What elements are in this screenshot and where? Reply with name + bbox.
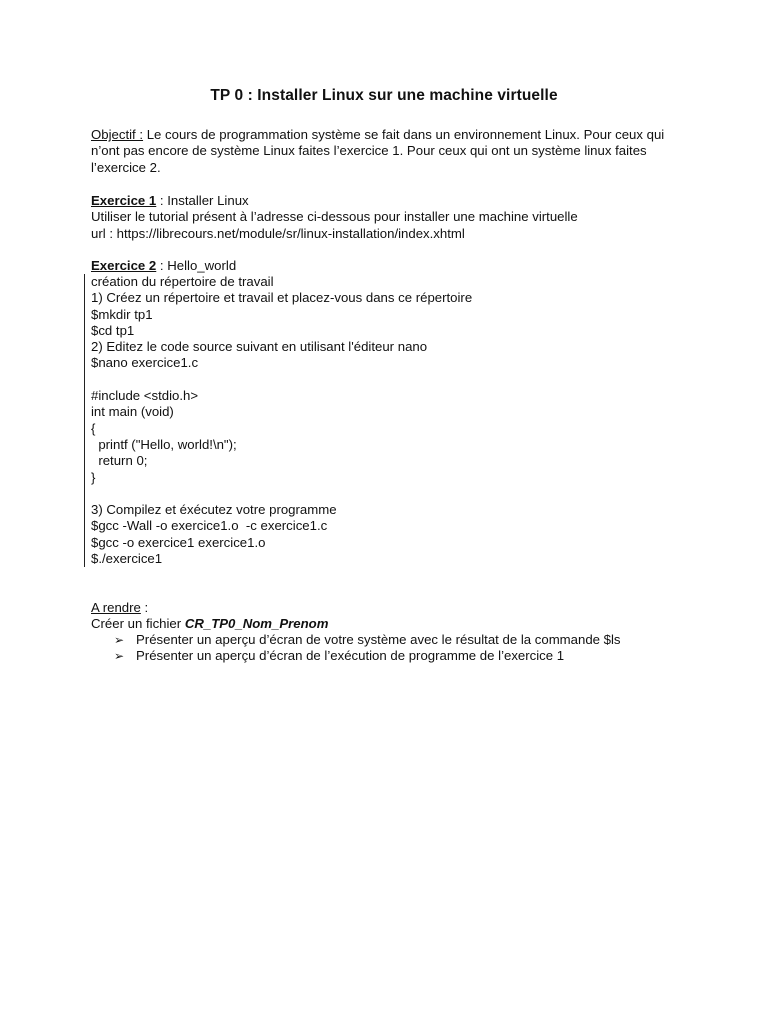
code-line: $gcc -o exercice1 exercice1.o — [91, 534, 266, 550]
file-prefix: Créer un fichier — [91, 616, 185, 632]
exercice1-label: Exercice 1 — [91, 193, 157, 208]
list-item — [114, 632, 621, 648]
exercice2-line: 3) Compilez et éxécutez votre programme — [91, 502, 337, 518]
exercice2-line: 1) Créez un répertoire et travail et placez-vous dans ce répertoire — [91, 290, 473, 306]
list-item-text: Présenter un aperçu d’écran de votre système avec le résultat de la commande $ls — [136, 632, 621, 647]
exercice1-title: : Installer Linux — [156, 193, 249, 208]
a-rendre-section — [91, 600, 691, 633]
code-line: } — [91, 469, 96, 485]
code-line: $mkdir tp1 — [91, 306, 153, 322]
exercice1-section — [91, 193, 691, 242]
exercice2-title: : Hello_world — [156, 258, 237, 273]
code-line: printf ("Hello, world!\n"); — [91, 436, 237, 452]
exercice1-url: url : https://librecours.net/module/sr/linux-installation/index.xhtml — [91, 225, 465, 241]
exercice2-label: Exercice 2 — [91, 258, 157, 273]
objectif-label: Objectif : — [91, 127, 144, 142]
objectif-line: l’exercice 2. — [91, 159, 161, 175]
code-line: $cd tp1 — [91, 322, 135, 338]
exercice2-line: 2) Editez le code source suivant en utilisant l'éditeur nano — [91, 339, 428, 355]
list-item-text: Présenter un aperçu d’écran de l’exécution de programme de l’exercice 1 — [136, 648, 565, 664]
a-rendre-suffix: : — [140, 600, 149, 615]
exercice2-body — [84, 274, 691, 567]
file-name: CR_TP0_Nom_Prenom — [184, 616, 329, 632]
arrow-bullet-icon: ➢ — [114, 649, 125, 664]
objectif-line: n’ont pas encore de système Linux faites l’exercice 1. Pour ceux qui ont un système linux faites — [91, 143, 647, 159]
code-line: #include <stdio.h> — [91, 388, 199, 404]
code-line: $./exercice1 — [91, 551, 163, 567]
code-line: int main (void) — [91, 404, 174, 420]
code-line: $nano exercice1.c — [91, 355, 199, 371]
objectif-section — [91, 127, 691, 176]
list-item — [114, 648, 621, 664]
objectif-line: Le cours de programmation système se fait dans un environnement Linux. Pour ceux qui — [143, 127, 665, 142]
page-title: TP 0 : Installer Linux sur une machine virtuelle — [210, 87, 558, 104]
exercice2-line: création du répertoire de travail — [91, 274, 274, 289]
code-line: return 0; — [91, 453, 148, 469]
exercice2-heading — [91, 258, 691, 274]
code-line: { — [91, 420, 96, 436]
arrow-bullet-icon: ➢ — [114, 633, 125, 647]
blank-line — [91, 486, 691, 502]
a-rendre-label: A rendre — [91, 600, 141, 615]
exercice1-line: Utiliser le tutorial présent à l’adresse ci-dessous pour installer une machine virtuelle — [91, 209, 578, 225]
blank-line — [91, 372, 691, 388]
deliverables-list — [114, 632, 621, 665]
code-line: $gcc -Wall -o exercice1.o -c exercice1.c — [91, 518, 328, 534]
